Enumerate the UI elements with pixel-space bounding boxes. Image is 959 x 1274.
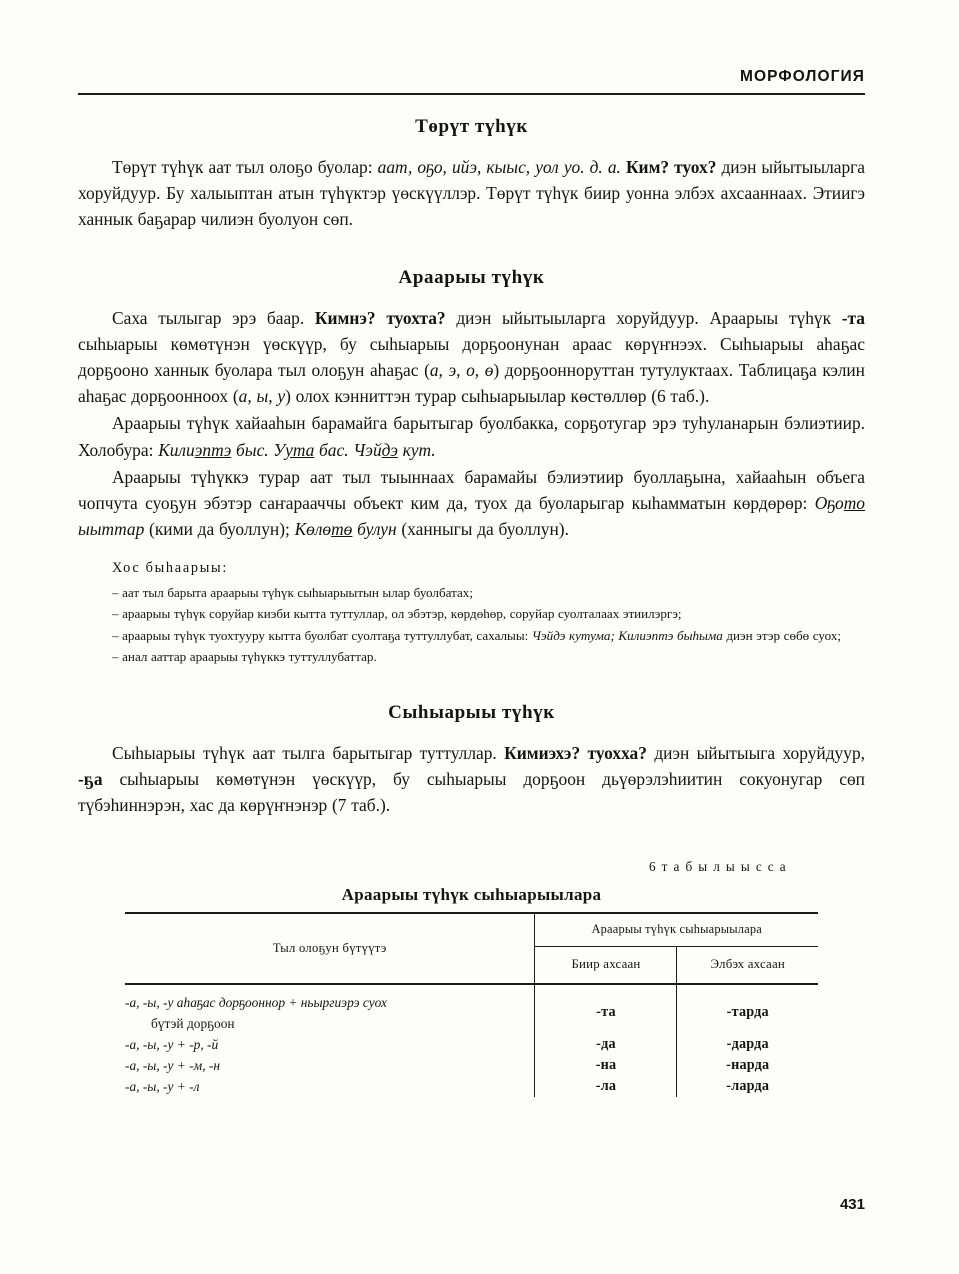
cell-singular: -та: [535, 984, 677, 1034]
running-head-rule: [78, 93, 865, 95]
table-row: [125, 1034, 818, 1055]
cell-plural: -дарда: [677, 1034, 818, 1055]
note-item-1: – аат тыл барыта араарыы түһүк сыһыарыытын ылар буолбатах;: [112, 584, 473, 600]
cell-form: -а, -ы, -у + -л: [124, 1078, 200, 1094]
question-word-kimiehe: Кимиэхэ?: [504, 742, 581, 763]
cell-plural: -ларда: [677, 1076, 818, 1097]
table-block: [78, 859, 865, 1097]
paragraph-torut-1: Төрүт түһүк аат тыл олоҕо буолар: аат, оҕо, ийэ, кыыс, уол уо. д. а. Ким? туох? диэн ыйытыыларга хоруйдуур. Бу халыыптан атын түһүктэр үөскүүллэр. Төрүт түһүк биир уонна элбэх ахсааннаах. Этиигэ ханнык баҕарар чилиэн буолуон сөп.: [78, 157, 866, 230]
header-plural: Элбэх ахсаан: [677, 946, 818, 984]
header-group: Араарыы түһүк сыһыарыылара: [535, 913, 818, 947]
section-heading-torut-tuhuk: Төрүт түһүк: [415, 116, 528, 137]
section-heading-syhyaryy-tuhuk: Сыһыарыы түһүк: [388, 701, 555, 723]
example-sentence-1: Килиэптэ быс. Уута бас. Чэйдэ кут.: [158, 439, 436, 460]
note-item-2: – араарыы түһүк соруйар киэби кытта туттуллар, ол эбэтэр, көрдөһөр, соруйар суолталаах этиилэргэ;: [112, 606, 682, 622]
note-example-1: Чэйдэ кутума; Килиэптэ быһыма: [531, 627, 723, 643]
vowel-set-1: а, э, о, ө: [429, 360, 494, 381]
cell-singular: -ла: [535, 1076, 677, 1097]
affix-ta: -та: [841, 307, 865, 328]
table-number-label: 6 т а б ы л ы ы с с а: [648, 858, 787, 874]
cell-form: -а, -ы, -у + -р, -й: [124, 1036, 219, 1052]
table-header-row-1: [125, 913, 818, 947]
cell-singular: -да: [535, 1034, 677, 1055]
question-word-tuohta: туохта?: [386, 307, 446, 328]
question-word-tuoh: туох?: [674, 157, 717, 177]
page-number: 431: [839, 1196, 865, 1213]
table-row: [125, 1055, 818, 1076]
note-item-3: – араарыы түһүк туохтууру кытта буолбат суолтаҕа туттуллубат, сахалыы: Чэйдэ кутума; Килиэптэ быһыма диэн этэр сөбө суох;: [112, 627, 842, 643]
cell-plural: -нарда: [677, 1055, 818, 1076]
example-sentence-2: Оҕото ыыттар: [78, 493, 865, 540]
table-row: [125, 1076, 818, 1097]
page-content: [78, 0, 865, 1274]
running-head: МОРФОЛОГИЯ: [739, 68, 865, 85]
affix-table: [125, 912, 818, 1097]
notes-title: Хос быһаарыы:: [112, 560, 228, 577]
cell-form-line2: бүтэй дорҕоон: [150, 1015, 235, 1031]
table-title: Араарыы түһүк сыһыарыылара: [341, 884, 602, 904]
section-heading-araaryy-tuhuk: Араарыы түһүк: [398, 266, 545, 288]
cell-form: -а, -ы, -у + -м, -н: [124, 1057, 220, 1073]
paragraph-syhyaryy-1: Сыһыарыы түһүк аат тылга барытыгар туттуллар. Кимиэхэ? туохха? диэн ыйытыыга хоруйдуур, -ҕа сыһыарыы көмөтүнэн үөскүүр, бу сыһыарыы дорҕоон дьүөрэлэһиитин сокуонугар сөп түбэһиннэрэн, хас да көрүҥнэнэр (7 таб.).: [78, 742, 865, 816]
cell-singular: -на: [535, 1055, 677, 1076]
paragraph-araaryy-2: Араарыы түһүк хайааһын барамайга барытыгар буолбакка, сорҕотугар эрэ туһуланарын бэлиэтиир. Холобура: Килиэптэ быс. Уута бас. Чэйдэ кут.: [78, 413, 865, 460]
paragraph-araaryy-1: Саха тылыгар эрэ баар. Кимнэ? туохта? диэн ыйытыыларга хоруйдуур. Араарыы түһүк -та сыһыарыы көмөтүнэн үөскүүр, бу сыһыарыы дорҕоонунан араас көрүҥнээх. Сыһыарыы аһаҕас дорҕооно ханнык буолара тыл олоҕун аһаҕас (а, э, о, ө) дорҕоонноруттан тутулуктаах. Таблицаҕа кэлин аһаҕас дорҕоонноох (а, ы, у) олох кэнниттэн турар сыһыарыылар көстөллөр (6 таб.).: [78, 307, 865, 407]
table-head: [125, 913, 818, 984]
cell-form: [125, 984, 535, 1034]
cell-form-line1: -а, -ы, -у аһаҕас дорҕооннор + ньыргиэрэ суох: [124, 994, 388, 1010]
vowel-set-2: а, ы, у: [238, 386, 286, 407]
example-sentence-3: Көлөтө булун: [294, 519, 397, 540]
header-singular: Биир ахсаан: [535, 946, 677, 984]
question-word-tuohha: туохха?: [587, 742, 647, 763]
note-item-4: – анал ааттар араарыы түһүккэ туттуллубаттар.: [112, 649, 377, 665]
question-word-kimne: Кимнэ?: [314, 307, 376, 328]
table-body: [125, 984, 818, 1097]
question-word-kim: Ким?: [625, 157, 670, 177]
paragraph-araaryy-3: Араарыы түһүккэ турар аат тыл тыыннаах барамайы бэлиэтиир буоллаҕына, хайааһын объега чопчута суоҕун эбэтэр саҥарааччы объект ким да, туох да буоларыгар кыһамматын көрдөрөр: Оҕото ыыттар (кими да буоллун); Көлөтө булун (ханныгы да буоллун).: [78, 466, 865, 540]
notes-block: [78, 558, 865, 668]
table-row: [125, 984, 818, 1034]
affix-ga: -ҕа: [78, 769, 103, 790]
cell-plural: -тарда: [677, 984, 818, 1034]
example-words: аат, оҕо, ийэ, кыыс, уол уо. д. а.: [377, 157, 621, 177]
header-col1: Тыл олоҕун бүтүүтэ: [125, 913, 535, 984]
text-flow: [78, 116, 865, 1097]
